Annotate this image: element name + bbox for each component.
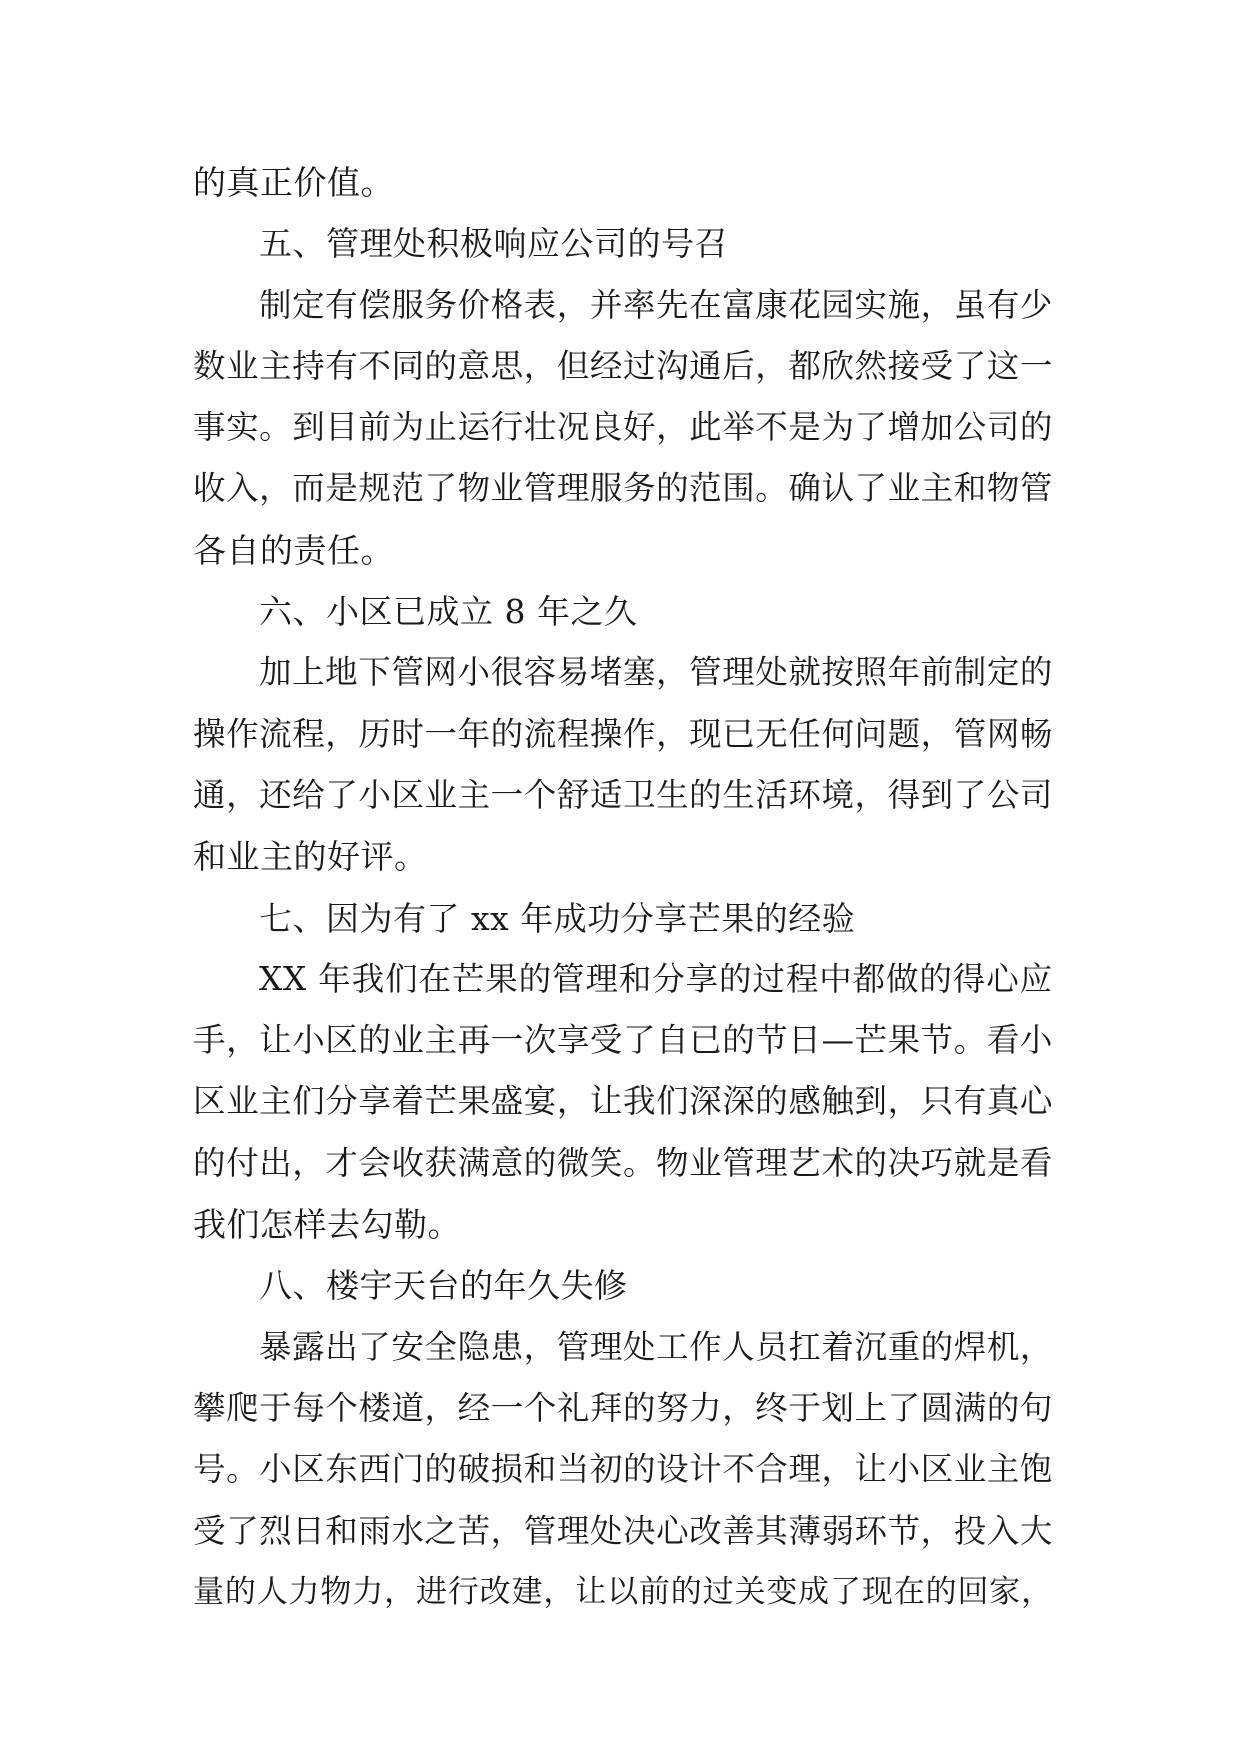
text-line: 操作流程，历时一年的流程操作，现已无任何问题，管网畅 <box>193 714 1053 753</box>
text-line: 各自的责任。 <box>193 530 394 570</box>
text-line: 和业主的好评。 <box>193 837 428 877</box>
text-line: 的付出，才会收获满意的微笑。物业管理艺术的决巧就是看 <box>193 1143 1053 1182</box>
text-line: 收入，而是规范了物业管理服务的范围。确认了业主和物管 <box>193 469 1053 508</box>
section-heading: 八、楼宇天台的年久失修 <box>259 1266 628 1306</box>
section-heading: 五、管理处积极响应公司的号召 <box>259 224 728 264</box>
text-line: XX 年我们在芒果的管理和分享的过程中都做的得心应 <box>259 959 1053 998</box>
text-line: 攀爬于每个楼道，经一个礼拜的努力，终于划上了圆满的句 <box>193 1388 1053 1427</box>
section-heading: 六、小区已成立 8 年之久 <box>259 592 638 632</box>
text-line: 量的人力物力，进行改建，让以前的过关变成了现在的回家， <box>193 1573 1053 1610</box>
text-line: 通，还给了小区业主一个舒适卫生的生活环境，得到了公司 <box>193 775 1053 814</box>
section-heading: 七、因为有了 xx 年成功分享芒果的经验 <box>259 898 856 938</box>
document-body <box>193 152 1053 1623</box>
text-line: 号。小区东西门的破损和当初的设计不合理，让小区业主饱 <box>193 1450 1053 1489</box>
text-line: 加上地下管网小很容易堵塞，管理处就按照年前制定的 <box>259 653 1053 692</box>
text-line: 暴露出了安全隐患，管理处工作人员扛着沉重的焊机， <box>259 1327 1053 1366</box>
text-line: 数业主持有不同的意思，但经过沟通后，都欣然接受了这一 <box>193 346 1053 385</box>
text-line: 区业主们分享着芒果盛宴，让我们深深的感触到，只有真心 <box>193 1082 1053 1121</box>
text-line: 受了烈日和雨水之苦，管理处决心改善其薄弱环节，投入大 <box>193 1511 1053 1550</box>
text-line: 手，让小区的业主再一次享受了自已的节日—芒果节。看小 <box>193 1021 1053 1060</box>
text-line: 的真正价值。 <box>193 163 394 202</box>
text-line: 制定有偿服务价格表，并率先在富康花园实施，虽有少 <box>259 285 1053 324</box>
text-line: 事实。到目前为止运行壮况良好，此举不是为了增加公司的 <box>193 408 1053 447</box>
text-line: 我们怎样去勾勒。 <box>193 1205 461 1245</box>
